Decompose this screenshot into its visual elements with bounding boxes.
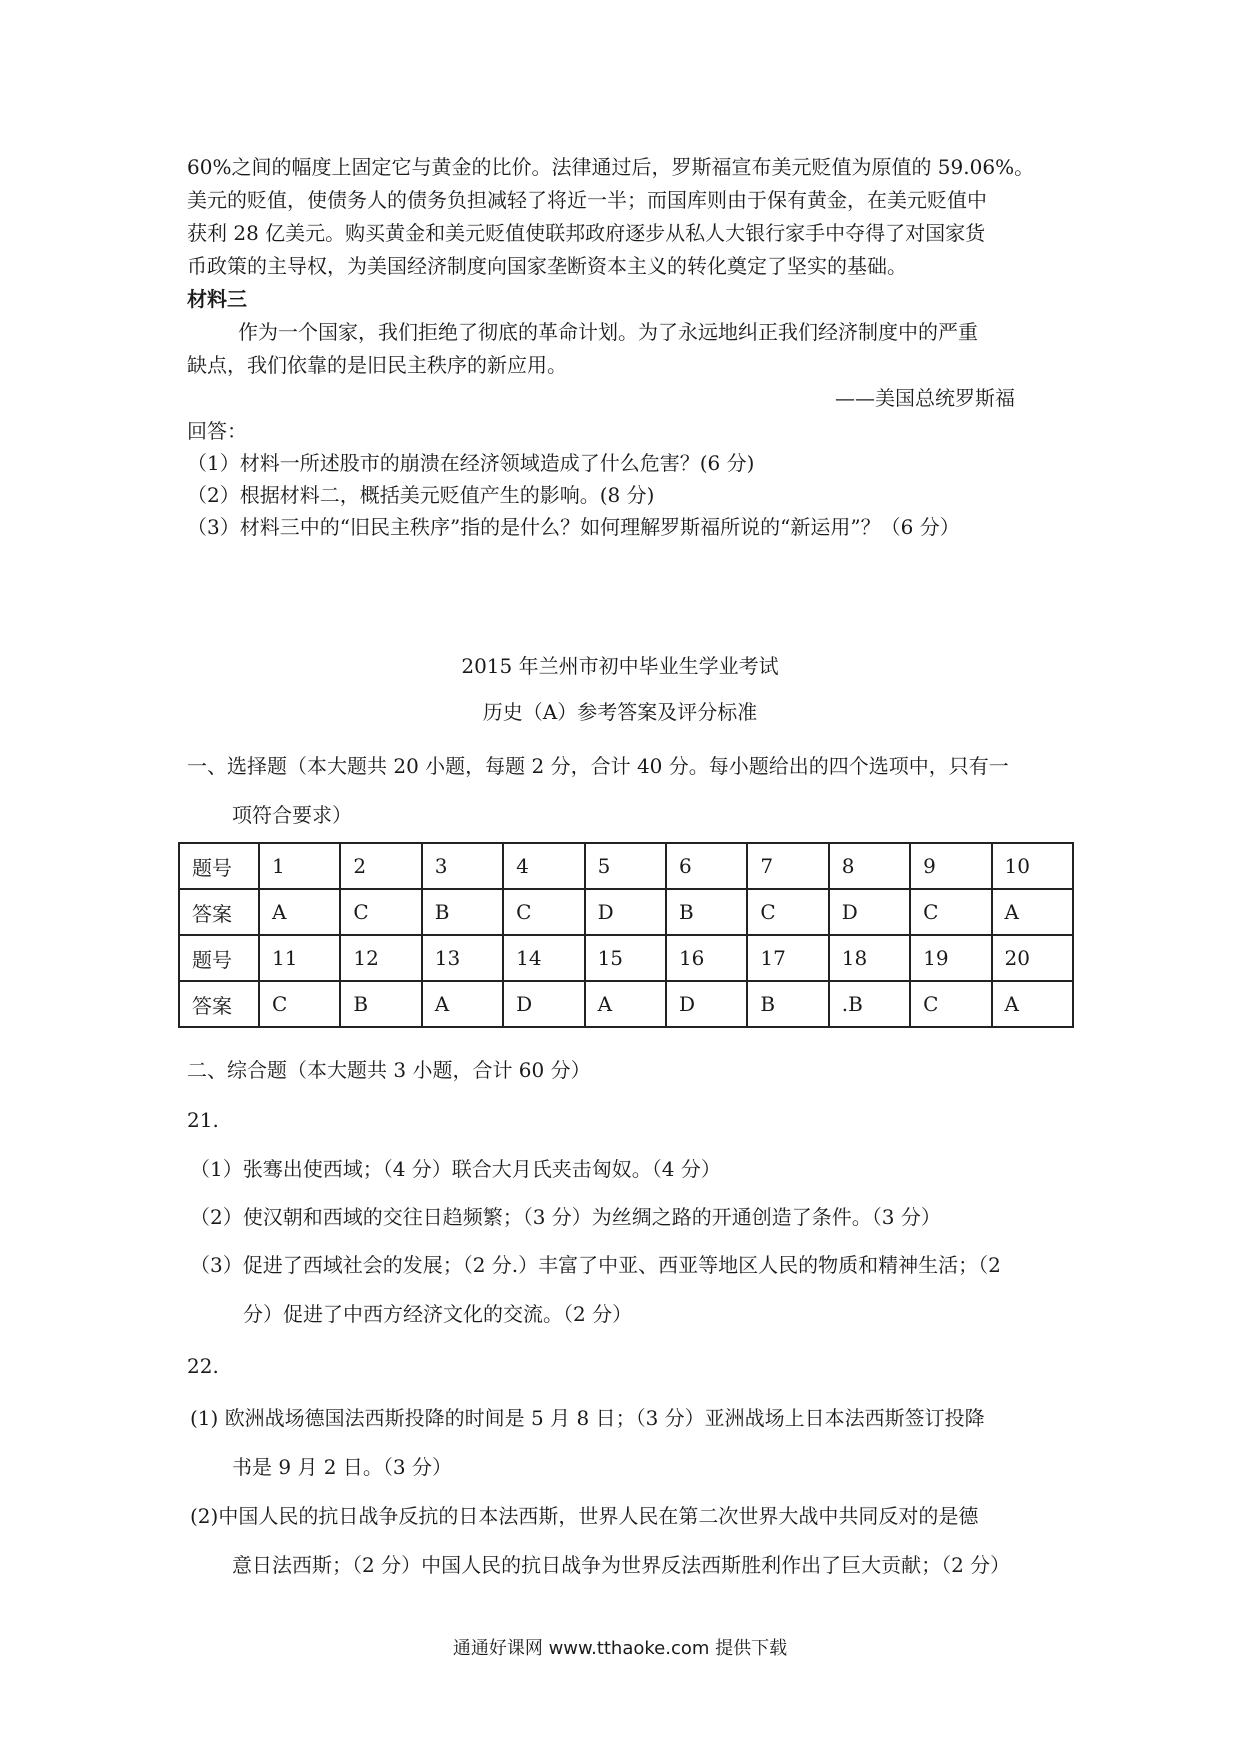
- table-cell: 19: [910, 935, 991, 981]
- table-row: [179, 843, 1073, 889]
- table-cell: 18: [829, 935, 910, 981]
- table-cell: 15: [585, 935, 666, 981]
- material3-line-2: 缺点，我们依靠的是旧民主秩序的新应用。: [187, 353, 567, 377]
- table-cell: B: [422, 889, 503, 935]
- table-cell: 2: [340, 843, 421, 889]
- material3-attribution: ——美国总统罗斯福: [835, 386, 1015, 410]
- table-cell: 5: [585, 843, 666, 889]
- section1-heading: 一、选择题（本大题共 20 小题，每题 2 分，合计 40 分。每小题给出的四个选项中，只有一: [187, 754, 1009, 778]
- material2-line-1: 60%之间的幅度上固定它与黄金的比价。法律通过后，罗斯福宣布美元贬值为原值的 59.06%。: [187, 155, 1035, 179]
- table-cell: 9: [910, 843, 991, 889]
- table-cell: 14: [503, 935, 584, 981]
- table-cell: 16: [666, 935, 747, 981]
- material3-line-1: 作为一个国家，我们拒绝了彻底的革命计划。为了永远地纠正我们经济制度中的严重: [238, 320, 978, 344]
- table-cell: C: [910, 889, 991, 935]
- table-cell: C: [259, 981, 340, 1027]
- table-cell: B: [340, 981, 421, 1027]
- row-label: 答案: [179, 981, 259, 1027]
- table-cell: A: [259, 889, 340, 935]
- material3-heading: 材料三: [187, 287, 247, 311]
- row-label: 题号: [179, 843, 259, 889]
- table-row: [179, 981, 1073, 1027]
- q22-number: 22.: [187, 1354, 219, 1378]
- table-cell: C: [503, 889, 584, 935]
- q22-line-4: 意日法西斯；（2 分）中国人民的抗日战争为世界反法西斯胜利作出了巨大贡献；（2 分）: [232, 1553, 1011, 1577]
- section2-heading: 二、综合题（本大题共 3 小题，合计 60 分）: [187, 1058, 591, 1082]
- table-cell: A: [422, 981, 503, 1027]
- table-cell: 12: [340, 935, 421, 981]
- row-label: 答案: [179, 889, 259, 935]
- table-cell: 13: [422, 935, 503, 981]
- section1-heading-cont: 项符合要求）: [232, 803, 352, 827]
- q21-line-3: （3）促进了西域社会的发展；（2 分.）丰富了中亚、西亚等地区人民的物质和精神生活；（2: [190, 1253, 1001, 1277]
- answer-prompt: 回答：: [187, 419, 247, 443]
- table-cell: C: [910, 981, 991, 1027]
- question-2: （2）根据材料二，概括美元贬值产生的影响。(8 分): [187, 483, 655, 507]
- q21-line-4: 分）促进了中西方经济文化的交流。（2 分）: [243, 1302, 633, 1326]
- table-cell: B: [747, 981, 828, 1027]
- table-cell: 3: [422, 843, 503, 889]
- table-cell: 10: [992, 843, 1073, 889]
- table-cell: .B: [829, 981, 910, 1027]
- table-cell: A: [992, 889, 1073, 935]
- table-cell: 1: [259, 843, 340, 889]
- answer-key-title: 2015 年兰州市初中毕业生学业考试: [461, 654, 779, 678]
- table-cell: B: [666, 889, 747, 935]
- table-row: [179, 935, 1073, 981]
- table-cell: 7: [747, 843, 828, 889]
- q22-line-2: 书是 9 月 2 日。（3 分）: [232, 1455, 452, 1479]
- footer-credit: 通通好课网 www.tthaoke.com 提供下载: [452, 1638, 788, 1659]
- table-cell: A: [585, 981, 666, 1027]
- row-label: 题号: [179, 935, 259, 981]
- q21-number: 21.: [187, 1108, 219, 1132]
- q22-line-1: (1) 欧洲战场德国法西斯投降的时间是 5 月 8 日；（3 分）亚洲战场上日本法西斯签订投降: [190, 1406, 985, 1430]
- table-cell: D: [503, 981, 584, 1027]
- table-cell: D: [666, 981, 747, 1027]
- q21-line-1: （1）张骞出使西域；（4 分）联合大月氏夹击匈奴。（4 分）: [190, 1157, 721, 1181]
- answer-table: [178, 842, 1074, 1028]
- table-cell: 8: [829, 843, 910, 889]
- question-1: （1）材料一所述股市的崩溃在经济领域造成了什么危害？(6 分): [187, 451, 755, 475]
- table-cell: 11: [259, 935, 340, 981]
- answer-key-subtitle: 历史（A）参考答案及评分标准: [482, 700, 758, 724]
- table-cell: C: [747, 889, 828, 935]
- q21-line-2: （2）使汉朝和西域的交往日趋频繁；（3 分）为丝绸之路的开通创造了条件。（3 分）: [190, 1205, 941, 1229]
- table-cell: 17: [747, 935, 828, 981]
- table-cell: A: [992, 981, 1073, 1027]
- material2-line-2: 美元的贬值，使债务人的债务负担减轻了将近一半；而国库则由于保有黄金，在美元贬值中: [187, 188, 987, 212]
- table-cell: 6: [666, 843, 747, 889]
- table-row: [179, 889, 1073, 935]
- table-cell: D: [585, 889, 666, 935]
- table-cell: C: [340, 889, 421, 935]
- material2-line-4: 币政策的主导权，为美国经济制度向国家垄断资本主义的转化奠定了坚实的基础。: [187, 254, 907, 278]
- table-cell: 4: [503, 843, 584, 889]
- table-cell: 20: [992, 935, 1073, 981]
- table-cell: D: [829, 889, 910, 935]
- question-3: （3）材料三中的“旧民主秩序”指的是什么？如何理解罗斯福所说的“新运用”？（6 分）: [187, 515, 960, 539]
- q22-line-3: (2)中国人民的抗日战争反抗的日本法西斯，世界人民在第二次世界大战中共同反对的是德: [190, 1504, 979, 1528]
- material2-line-3: 获利 28 亿美元。购买黄金和美元贬值使联邦政府逐步从私人大银行家手中夺得了对国家货: [187, 221, 986, 245]
